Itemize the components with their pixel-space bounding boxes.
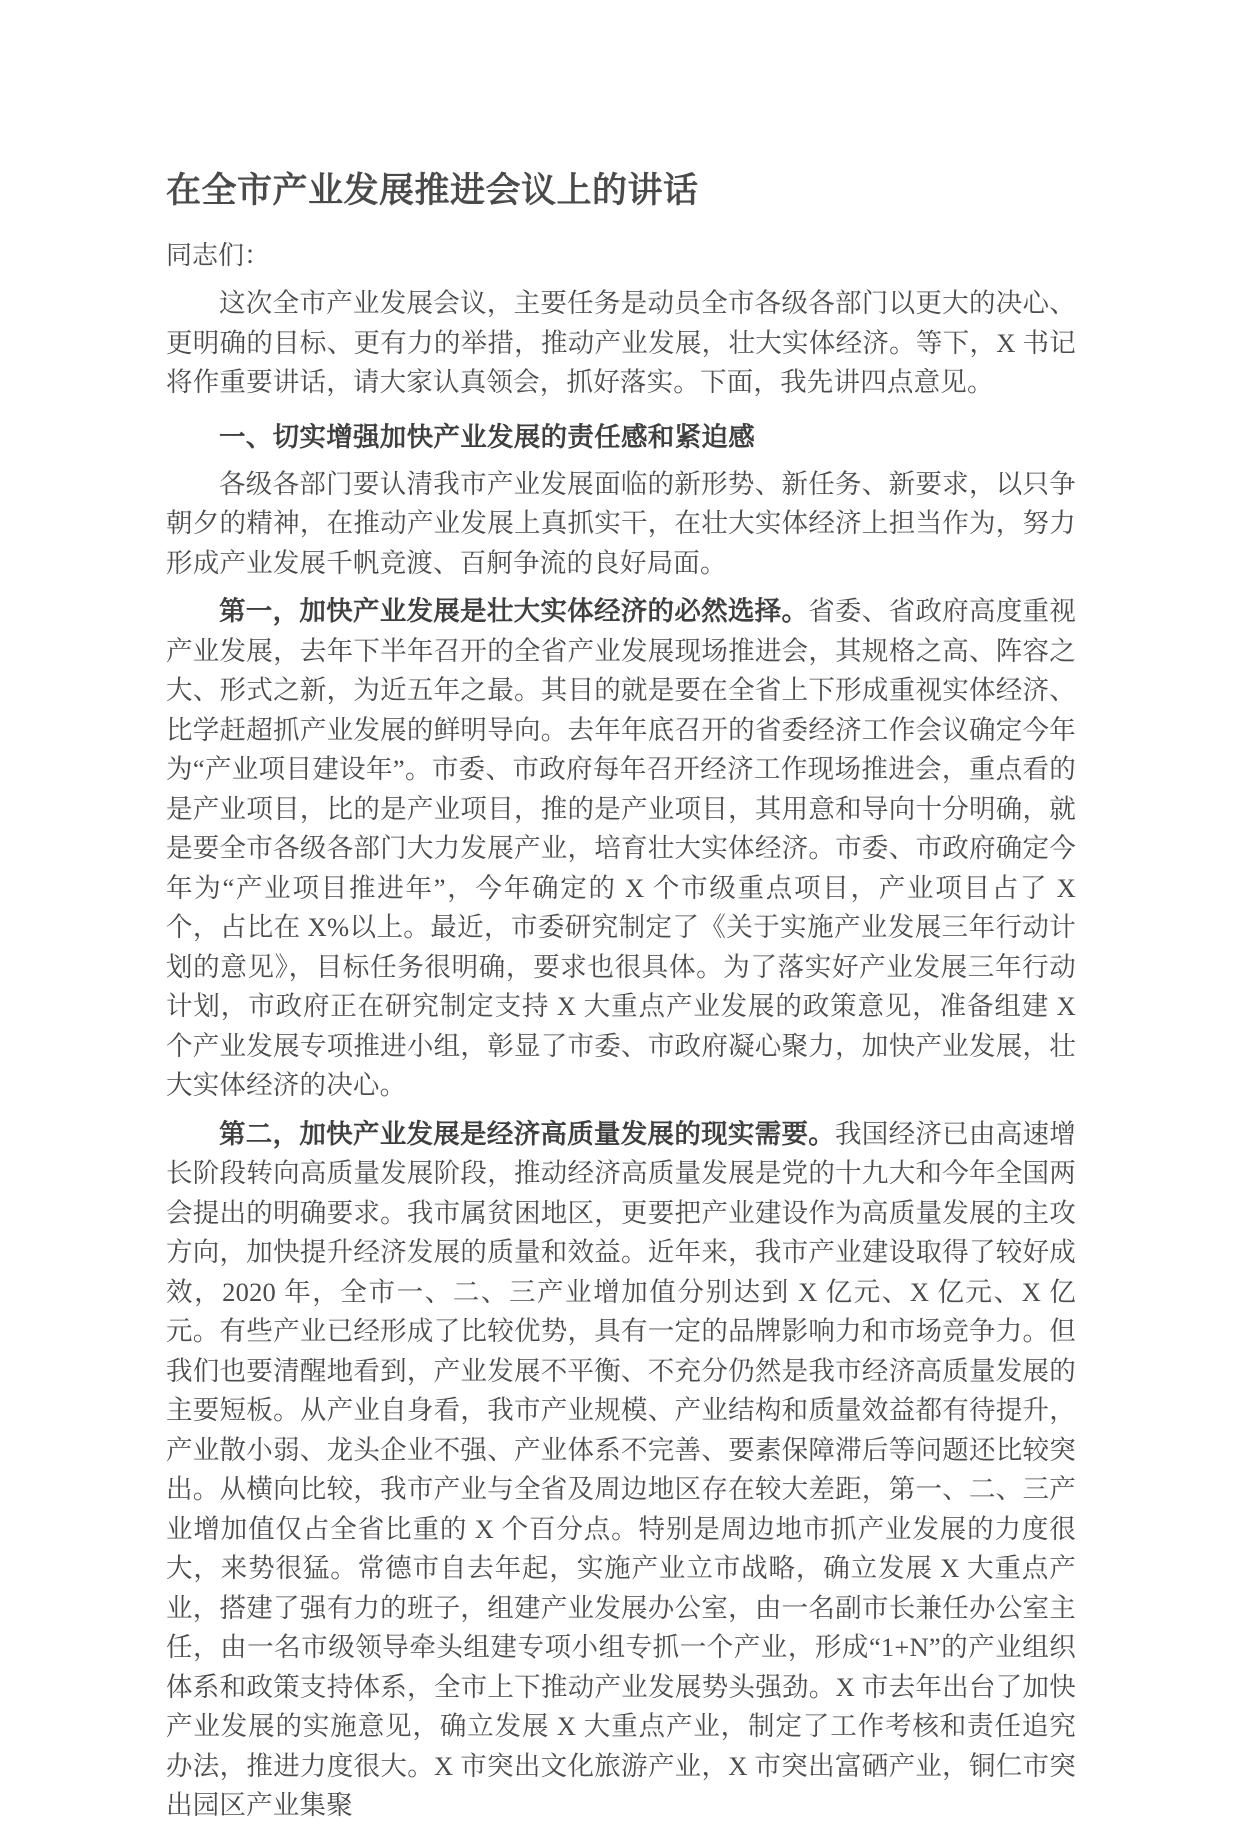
page-title: 在全市产业发展推进会议上的讲话 (166, 171, 699, 210)
point-2-lead: 第二，加快产业发展是经济高质量发展的现实需要。 (219, 1118, 836, 1149)
intro-paragraph: 这次全市产业发展会议，主要任务是动员全市各级各部门以更大的决心、更明确的目标、更有力的举措，推动产业发展，壮大实体经济。等下，X 书记将作重要讲话，请大家认真领会，抓好落实。下面，我先讲四点意见。 (166, 288, 1076, 397)
point-1-lead: 第一，加快产业发展是壮大实体经济的必然选择。 (219, 596, 809, 626)
salutation: 同志们： (166, 241, 271, 270)
section-1-intro-paragraph: 各级各部门要认清我市产业发展面临的新形势、新任务、新要求，以只争朝夕的精神，在推动产业发展上真抓实干，在壮大实体经济上担当作为，努力形成产业发展千帆竞渡、百舸争流的良好局面。 (166, 468, 1076, 578)
point-paragraph-2 (166, 1115, 1076, 1826)
point-2-body: 我国经济已由高速增长阶段转向高质量发展阶段，推动经济高质量发展是党的十九大和今年全国两会提出的明确要求。我市属贫困地区，更要把产业建设作为高质量发展的主攻方向，加快提升经济发展的质量和效益。近年来，我市产业建设取得了较好成效，2020 年，全市一、二、三产业增加值分别达到 X 亿元、X 亿元、X 亿元。有些产业已经形成了比较优势，具有一定的品牌影响力和市场竞争力。但我们也要清醒地看到，产业发展不平衡、不充分仍然是我市经济高质量发展的主要短板。从产业自身看，我市产业规模、产业结构和质量效益都有待提升，产业散小弱、龙头企业不强、产业体系不完善、要素保障滞后等问题还比较突出。从横向比较，我市产业与全省及周边地区存在较大差距，第一、二、三产业增加值仅占全省比重的 X 个百分点。特别是周边地市抓产业发展的力度很大，来势很猛。常德市自去年起，实施产业立市战略，确立发展 X 大重点产业，搭建了强有力的班子，组建产业发展办公室，由一名副市长兼任办公室主任，由一名市级领导牵头组建专项小组专抓一个产业，形成“1+N”的产业组织体系和政策支持体系，全市上下推动产业发展势头强劲。X 市去年出台了加快产业发展的实施意见，确立发展 X 大重点产业，制定了工作考核和责任追究办法，推进力度很大。X 市突出文化旅游产业，X 市突出富硒产业，铜仁市突出园区产业集聚 (166, 1118, 1076, 1820)
point-paragraph-1 (166, 592, 1076, 1106)
point-1-body: 省委、省政府高度重视产业发展，去年下半年召开的全省产业发展现场推进会，其规格之高、阵容之大、形式之新，为近五年之最。其目的就是要在全省上下形成重视实体经济、比学赶超抓产业发展的鲜明导向。去年年底召开的省委经济工作会议确定今年为“产业项目建设年”。市委、市政府每年召开经济工作现场推进会，重点看的是产业项目，比的是产业项目，推的是产业项目，其用意和导向十分明确，就是要全市各级各部门大力发展产业，培育壮大实体经济。市委、市政府确定今年为“产业项目推进年”，今年确定的 X 个市级重点项目，产业项目占了 X 个，占比在 X%以上。最近，市委研究制定了《关于实施产业发展三年行动计划的意见》，目标任务很明确，要求也很具体。为了落实好产业发展三年行动计划，市政府正在研究制定支持 X 大重点产业发展的政策意见，准备组建 X 个产业发展专项推进小组，彰显了市委、市政府凝心聚力，加快产业发展，壮大实体经济的决心。 (166, 596, 1077, 1100)
section-heading-1: 一、切实增强加快产业发展的责任感和紧迫感 (219, 421, 755, 452)
